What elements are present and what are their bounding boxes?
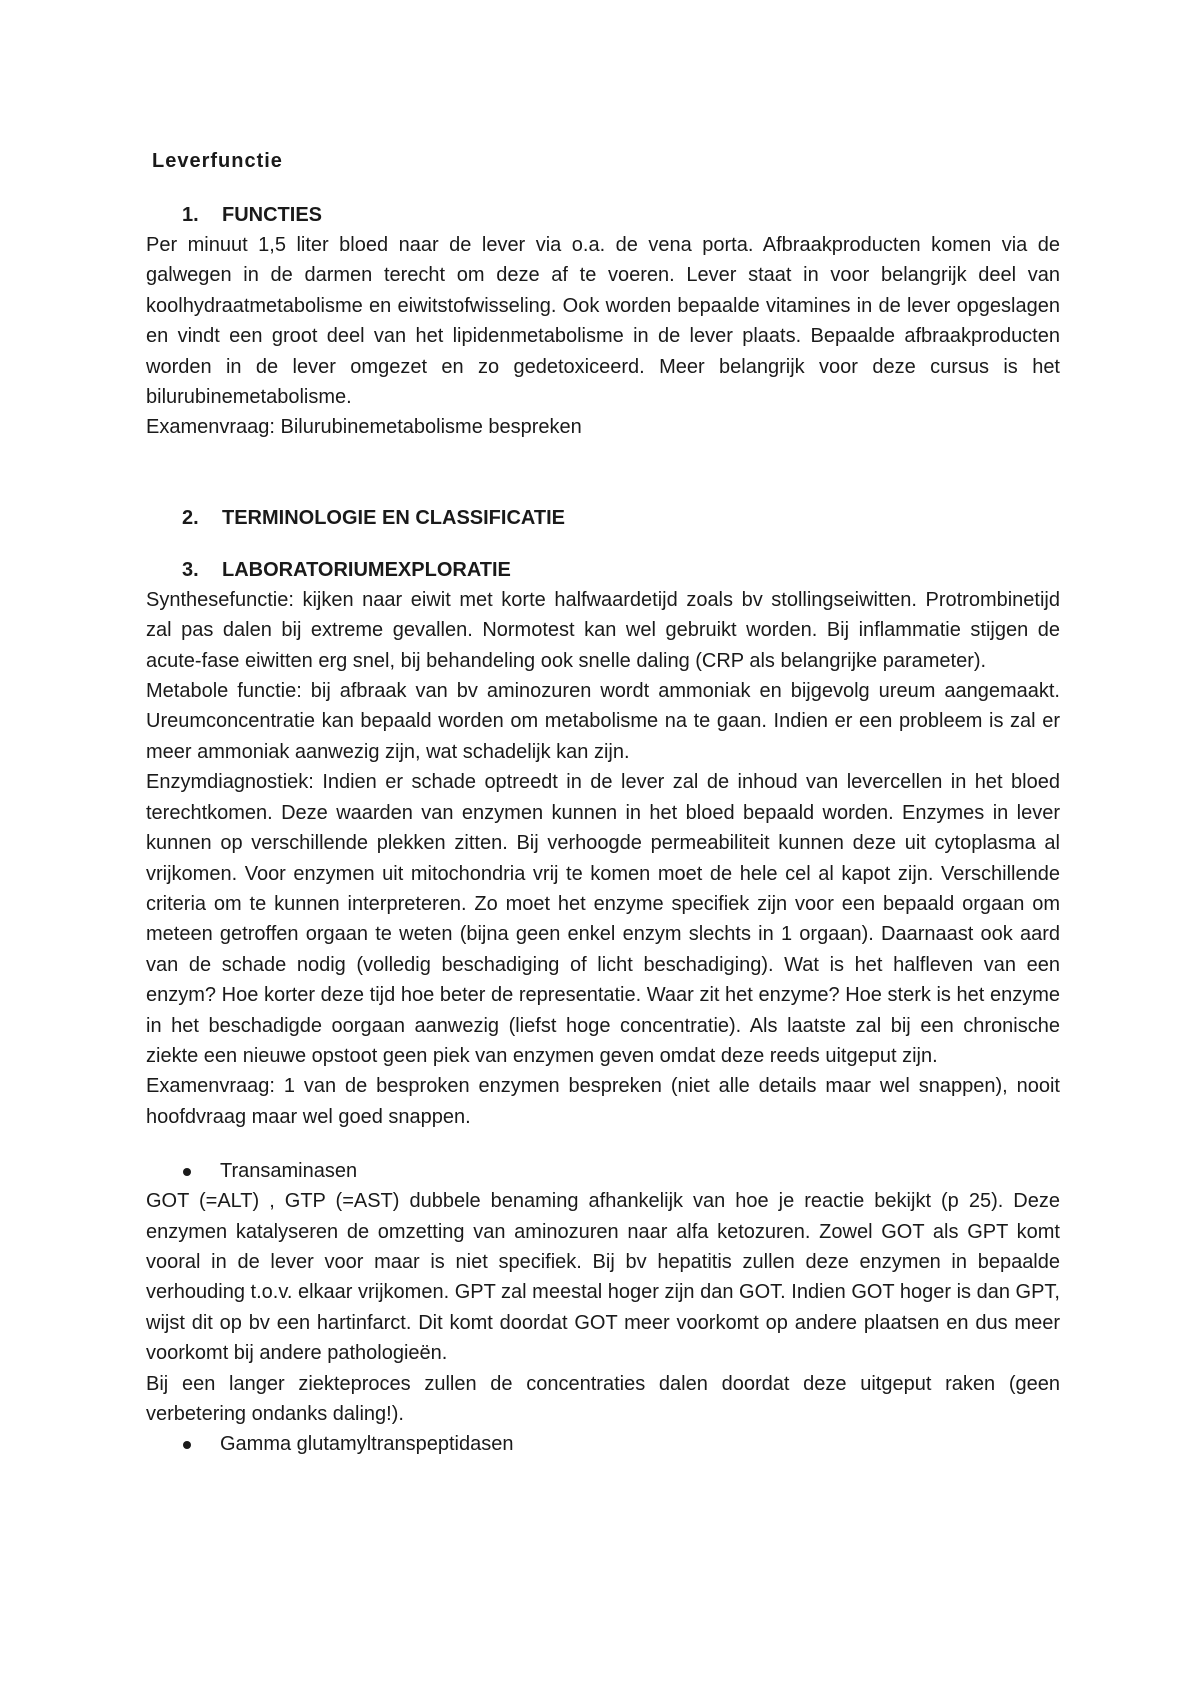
section-heading-text: LABORATORIUMEXPLORATIE	[222, 558, 511, 581]
section-heading-functies	[146, 200, 1060, 230]
section-number: 3.	[182, 558, 199, 581]
paragraph-synthesefunctie: Synthesefunctie: kijken naar eiwit met korte halfwaardetijd zoals bv stollingseiwitten. Protrombinetijd zal pas dalen bij extreme gevallen. Normotest kan wel gebruikt worden. Bij inflammatie stijgen de acute-fase eiwitten erg snel, bij behandeling ook snelle daling (CRP als belangrijke parameter).	[146, 588, 1060, 672]
section-heading-laboratoriumexploratie	[146, 555, 1060, 585]
bullet-icon	[183, 1441, 191, 1449]
document-title: Leverfunctie	[152, 150, 283, 172]
section-heading-text: FUNCTIES	[222, 204, 322, 226]
exam-question: Examenvraag: Bilurubinemetabolisme bespreken	[146, 416, 582, 439]
section-heading-terminologie	[146, 503, 1060, 533]
section-number: 2.	[182, 506, 199, 529]
paragraph-ziekteproces: Bij een langer ziekteproces zullen de concentraties dalen doordat deze uitgeput raken (geen verbetering ondanks daling!).	[146, 1372, 1060, 1425]
section-heading-text: TERMINOLOGIE EN CLASSIFICATIE	[222, 506, 565, 529]
paragraph-transaminasen: GOT (=ALT) , GTP (=AST) dubbele benaming afhankelijk van hoe je reactie bekijkt (p 25). Deze enzymen katalyseren de omzetting van aminozuren naar alfa ketozuren. Zowel GOT als GPT komt vooral in de lever voor maar is niet specifiek. Bij bv hepatitis zullen deze enzymen in bepaalde verhouding t.o.v. elkaar vrijkomen. GPT zal meestal hoger zijn dan GOT. Indien GOT hoger is dan GPT, wijst dit op bv een hartinfarct. Dit komt doordat GOT meer voorkomt op andere plaatsen en dus meer voorkomt bij andere pathologieën.	[146, 1190, 1060, 1365]
section-number: 1.	[182, 204, 199, 226]
bullet-text: Gamma glutamyltranspeptidasen	[220, 1433, 514, 1456]
paragraph: Per minuut 1,5 liter bloed naar de lever via o.a. de vena porta. Afbraakproducten komen via de galwegen in de darmen terecht om deze af te voeren. Lever staat in voor belangrijk deel van koolhydraatmetabolisme en eiwitstofwisseling. Ook worden bepaalde vitamines in de lever opgeslagen en vindt een groot deel van het lipidenmetabolisme in de lever plaats. Bepaalde afbraakproducten worden in de lever omgezet en zo gedetoxiceerd. Meer belangrijk voor deze cursus is het bilurubinemetabolisme.	[146, 234, 1060, 409]
bullet-text: Transaminasen	[220, 1160, 358, 1183]
paragraph-enzymdiagnostiek: Enzymdiagnostiek: Indien er schade optreedt in de lever zal de inhoud van levercellen in het bloed terechtkomen. Deze waarden van enzymen kunnen in het bloed bepaald worden. Enzymes in lever kunnen op verschillende plekken zitten. Bij verhoogde permeabiliteit kunnen deze uit cytoplasma al vrijkomen. Voor enzymen uit mitochondria vrij te komen moet de hele cel al kapot zijn. Verschillende criteria om te kunnen interpreteren. Zo moet het enzyme specifiek zijn voor een bepaald orgaan om meteen getroffen orgaan te weten (bijna geen enkel enzym slechts in 1 orgaan). Daarnaast ook aard van de schade nodig (volledig beschadiging of licht beschadiging). Wat is het halfleven van een enzym? Hoe korter deze tijd hoe beter de representatie. Waar zit het enzyme? Hoe sterk is het enzyme in het beschadigde oorgaan aanwezig (liefst hoge concentratie). Als laatste zal bij een chronische ziekte een nieuwe opstoot geen piek van enzymen geven omdat deze reeds uitgeput zijn.	[146, 771, 1060, 1067]
bullet-icon	[183, 1168, 191, 1176]
exam-question: Examenvraag: 1 van de besproken enzymen bespreken (niet alle details maar wel snappen), nooit hoofdvraag maar wel goed snappen.	[146, 1075, 1060, 1128]
bullet-item-gamma-gt	[146, 1429, 1060, 1459]
bullet-item-transaminasen	[146, 1156, 1060, 1186]
paragraph-metabole-functie: Metabole functie: bij afbraak van bv aminozuren wordt ammoniak en bijgevolg ureum aangemaakt. Ureumconcentratie kan bepaald worden om metabolisme na te gaan. Indien er een probleem is zal er meer ammoniak aanwezig zijn, wat schadelijk kan zijn.	[146, 680, 1060, 763]
